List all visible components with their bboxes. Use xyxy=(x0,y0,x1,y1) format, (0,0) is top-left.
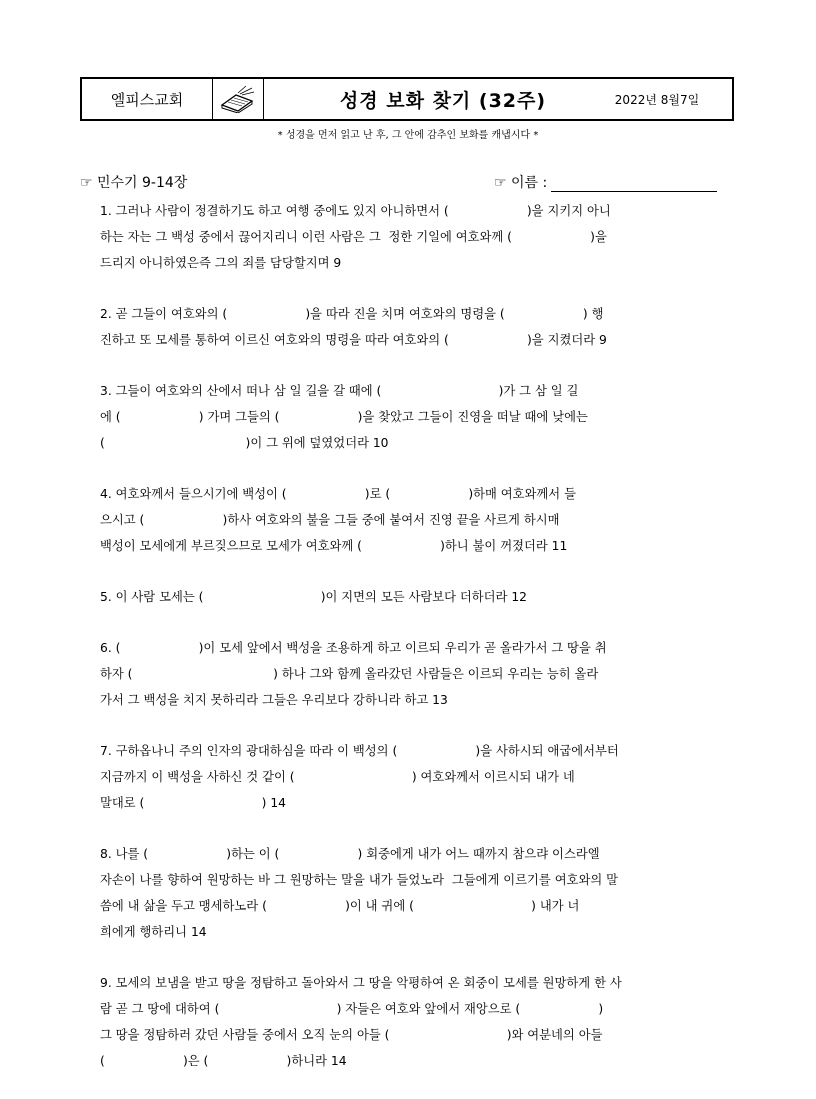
question-line: 희에게 행하리니 14 xyxy=(100,925,207,939)
question-list xyxy=(100,198,726,1099)
question-line: 지금까지 이 백성을 사하신 것 같이 ( ) 여호와께서 이르시되 내가 네 xyxy=(100,770,575,784)
question-line: 백성이 모세에게 부르짖으므로 모세가 여호와께 ( )하니 불이 꺼졌더라 11 xyxy=(100,539,568,553)
passage-row xyxy=(80,172,734,192)
question-line: 자손이 나를 향하여 원망하는 바 그 원망하는 말을 내가 들었노라 그들에게 이르기를 여호와의 말 xyxy=(100,873,618,887)
name-blank[interactable] xyxy=(551,177,717,192)
page-title: 성경 보화 찾기 (32주) xyxy=(339,89,547,112)
question-line: 8. 나를 ( )하는 이 ( ) 회중에게 내가 어느 때까지 참으랴 이스라엘 xyxy=(100,847,600,861)
question-line: 가서 그 백성을 치지 못하리라 그들은 우리보다 강하니라 하고 13 xyxy=(100,693,448,707)
question-line: 그 땅을 정탐하러 갔던 사람들 중에서 오직 눈의 아들 ( )와 여분네의 아들 xyxy=(100,1028,603,1042)
question-line: 2. 곧 그들이 여호와의 ( )을 따라 진을 치며 여호와의 명령을 ( ) 행 xyxy=(100,307,604,321)
question-line: 드리지 아니하였은즉 그의 죄를 담당할지며 9 xyxy=(100,256,342,270)
question-8 xyxy=(100,841,726,945)
question-6 xyxy=(100,635,726,713)
question-line: ( )이 그 위에 덮였었더라 10 xyxy=(100,436,389,450)
question-line: 3. 그들이 여호와의 산에서 떠나 삼 일 길을 갈 때에 ( )가 그 삼 일 길 xyxy=(100,384,579,398)
question-line: 람 곧 그 땅에 대하여 ( ) 자들은 여호와 앞에서 재앙으로 ( ) xyxy=(100,1002,604,1016)
scripture-passage: ☞ 민수기 9-14장 xyxy=(80,175,188,191)
question-9 xyxy=(100,970,726,1074)
question-line: 말대로 ( ) 14 xyxy=(100,796,286,810)
question-1 xyxy=(100,198,726,276)
question-line: 하는 자는 그 백성 중에서 끊어지리니 이런 사람은 그 정한 기일에 여호와께 ( )을 xyxy=(100,230,607,244)
question-4 xyxy=(100,481,726,559)
bible-book-icon xyxy=(213,79,264,119)
question-line: 에 ( ) 가며 그들의 ( )을 찾았고 그들이 진영을 떠날 때에 낮에는 xyxy=(100,410,588,424)
question-line: 으시고 ( )하사 여호와의 불을 그들 중에 붙여서 진영 끝을 사르게 하시매 xyxy=(100,513,560,527)
question-line: 4. 여호와께서 들으시기에 백성이 ( )로 ( )하매 여호와께서 들 xyxy=(100,487,576,501)
question-line: 7. 구하옵나니 주의 인자의 광대하심을 따라 이 백성의 ( )을 사하시되 애굽에서부터 xyxy=(100,744,619,758)
question-line: ( )은 ( )하니라 14 xyxy=(100,1054,347,1068)
question-line: 진하고 또 모세를 통하여 이르신 여호와의 명령을 따라 여호와의 ( )을 지켰더라 9 xyxy=(100,333,607,347)
question-5 xyxy=(100,584,726,610)
question-line: 9. 모세의 보냄을 받고 땅을 정탐하고 돌아와서 그 땅을 악평하여 온 회중이 모세를 원망하게 한 사 xyxy=(100,976,622,990)
question-line: 5. 이 사람 모세는 ( )이 지면의 모든 사람보다 더하더라 12 xyxy=(100,590,527,604)
worksheet-header xyxy=(80,77,734,121)
question-7 xyxy=(100,738,726,816)
question-line: 하자 ( ) 하나 그와 함께 올라갔던 사람들은 이르되 우리는 능히 올라 xyxy=(100,667,599,681)
church-name: 엘피스교회 xyxy=(82,79,213,119)
question-2 xyxy=(100,301,726,353)
instruction-text: * 성경을 먼저 읽고 난 후, 그 안에 감추인 보화를 캐냅시다 * xyxy=(277,130,539,141)
question-line: 1. 그러나 사람이 정결하기도 하고 여행 중에도 있지 아니하면서 ( )을 지키지 아니 xyxy=(100,204,611,218)
question-line: 씀에 내 삶을 두고 맹세하노라 ( )이 내 귀에 ( ) 내가 너 xyxy=(100,899,580,913)
worksheet-date: 2022년 8월7일 xyxy=(614,92,700,107)
name-label: ☞ 이름 : xyxy=(494,175,548,191)
name-field xyxy=(494,172,717,192)
question-3 xyxy=(100,378,726,456)
question-line: 6. ( )이 모세 앞에서 백성을 조용하게 하고 이르되 우리가 곧 올라가서 그 땅을 취 xyxy=(100,641,607,655)
